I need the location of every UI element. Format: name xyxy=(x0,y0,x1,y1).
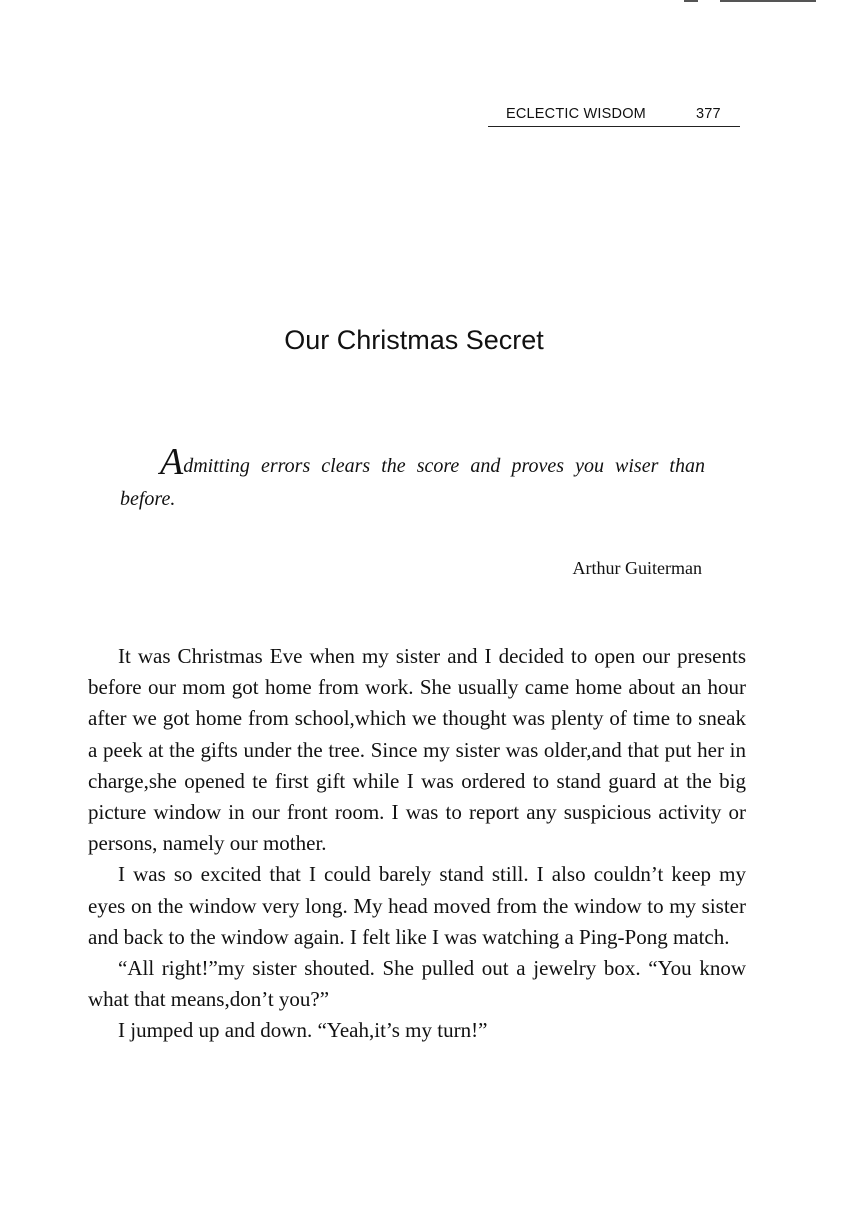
epigraph-attribution: Arthur Guiterman xyxy=(572,558,702,578)
epigraph-text: dmitting errors clears the score and proves you wiser than before. xyxy=(120,455,705,510)
body-text xyxy=(88,641,746,1047)
scan-artifact xyxy=(720,0,816,2)
paragraph: I was so excited that I could barely stand still. I also couldn’t keep my eyes on the window very long. My head moved from the window to my sister and back to the window again. I felt like I was watching a Ping-Pong match. xyxy=(88,862,746,949)
chapter-title: Our Christmas Secret xyxy=(284,325,544,355)
page-number: 377 xyxy=(696,106,721,122)
paragraph: It was Christmas Eve when my sister and I decided to open our presents before our mom got home from work. She usually came home about an hour after we got home from school,which we thought was plenty of time to sneak a peek at the gifts under the tree. Since my sister was older,and that put her in charge,she opened te first gift while I was ordered to stand guard at the big picture window in our front room. I was to report any suspicious activity or persons, namely our mother. xyxy=(88,644,746,856)
paragraph: I jumped up and down. “Yeah,it’s my turn!” xyxy=(118,1018,488,1043)
section-title: ECLECTIC WISDOM xyxy=(506,106,646,122)
epigraph-dropcap: A xyxy=(160,441,184,483)
scan-artifact xyxy=(684,0,698,2)
epigraph xyxy=(120,441,705,516)
paragraph: “All right!”my sister shouted. She pulled out a jewelry box. “You know what that means,don’t you?” xyxy=(88,956,746,1012)
running-header xyxy=(488,104,740,127)
